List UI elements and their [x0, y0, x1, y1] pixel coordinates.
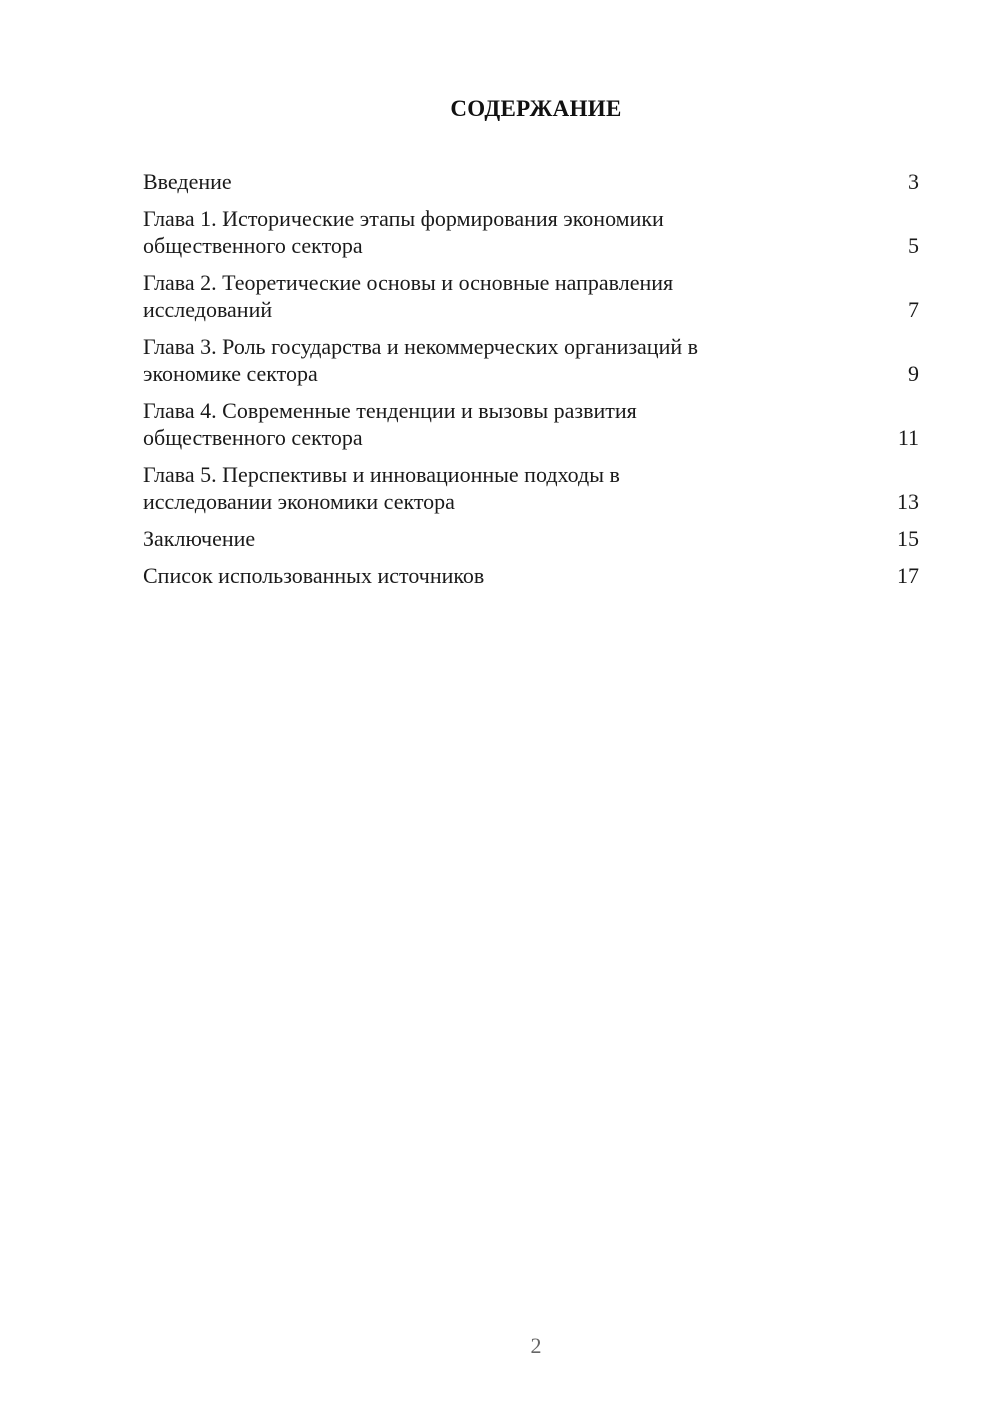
toc-entry-introduction	[143, 168, 919, 195]
page-number: 2	[530, 1333, 542, 1358]
toc-entry-text: Глава 5. Перспективы и инновационные подходы в	[143, 462, 620, 487]
toc-entry-chapter-3	[143, 333, 919, 387]
toc-entry-chapter-4	[143, 397, 919, 451]
toc-entry-text-continued: общественного сектора	[143, 233, 363, 258]
table-of-contents	[143, 168, 919, 599]
toc-entry-text-continued: исследовании экономики сектора	[143, 489, 455, 514]
toc-entry-text: Глава 1. Исторические этапы формирования экономики	[143, 206, 664, 231]
toc-entry-text: Глава 2. Теоретические основы и основные направления	[143, 270, 674, 295]
toc-page-number: 15	[897, 526, 919, 551]
toc-page-number: 7	[908, 297, 919, 322]
toc-entry-conclusion	[143, 525, 919, 552]
toc-entry-text-continued: экономике сектора	[143, 361, 318, 386]
toc-entry-text: Заключение	[143, 526, 256, 551]
toc-page-number: 9	[908, 361, 919, 386]
toc-page-number: 3	[908, 169, 919, 194]
page-title: СОДЕРЖАНИЕ	[450, 96, 622, 121]
toc-page-number: 11	[897, 425, 919, 450]
toc-page-number: 13	[897, 489, 919, 514]
toc-entry-text: Глава 4. Современные тенденции и вызовы развития	[143, 398, 637, 423]
toc-entry-text: Введение	[143, 169, 232, 194]
toc-entry-text-continued: общественного сектора	[143, 425, 363, 450]
toc-entry-references	[143, 562, 919, 589]
toc-page-number: 5	[908, 233, 919, 258]
toc-page-number: 17	[897, 563, 919, 588]
toc-entry-chapter-1	[143, 205, 919, 259]
toc-entry-text-continued: исследований	[143, 297, 273, 322]
toc-entry-chapter-2	[143, 269, 919, 323]
toc-entry-chapter-5	[143, 461, 919, 515]
toc-entry-text: Список использованных источников	[143, 563, 485, 588]
toc-entry-text: Глава 3. Роль государства и некоммерческих организаций в	[143, 334, 699, 359]
